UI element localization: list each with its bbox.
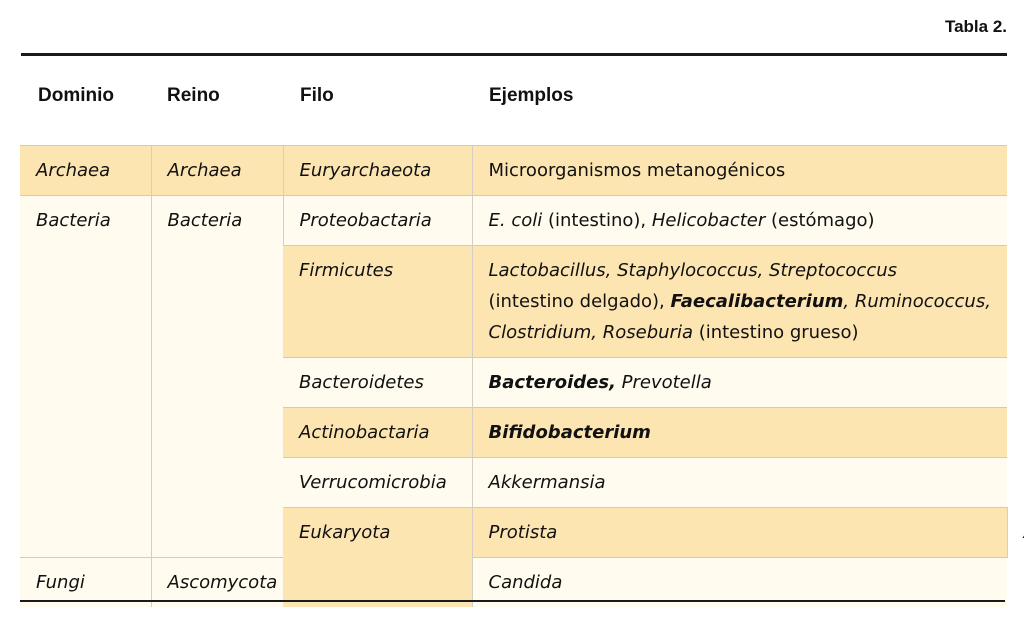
cell-reino: Fungi (20, 558, 151, 608)
cell-dominio: Bacteria (20, 196, 151, 558)
cell-dominio: Eukaryota (283, 508, 472, 608)
header-filo: Filo (300, 85, 334, 106)
cell-filo: Euryarchaeota (283, 146, 472, 196)
top-rule (21, 53, 1007, 56)
header-reino: Reino (167, 85, 220, 106)
cell-ejemplos (472, 196, 1007, 246)
cell-filo: Firmicutes (283, 246, 472, 358)
cell-ejemplos (472, 358, 1007, 408)
example-genus: , Ruminococcus, (843, 291, 991, 312)
cell-filo: Bacteroidetes (283, 358, 472, 408)
bottom-rule (20, 600, 1005, 602)
table-row (20, 146, 1007, 196)
example-genus-highlight: Bacteroides, (488, 372, 616, 393)
cell-filo: Ascomycota (151, 558, 283, 608)
cell-reino: Bacteria (151, 196, 283, 558)
example-genus: Prevotella (615, 372, 712, 393)
example-genus: Akkermansia (488, 472, 606, 493)
cell-filo: Actinobactaria (283, 408, 472, 458)
example-genus: Clostridium, Roseburia (488, 322, 693, 343)
example-genus: Candida (488, 572, 563, 593)
example-text: (intestino), (542, 210, 652, 231)
example-text: (estómago) (765, 210, 875, 231)
cell-filo: Proteobactaria (283, 196, 472, 246)
taxonomy-table (20, 145, 1007, 607)
table-header (21, 85, 1007, 115)
cell-ejemplos (472, 246, 1007, 358)
example-genus: E. coli (488, 210, 543, 231)
header-dominio: Dominio (38, 85, 114, 106)
example-text: Microorganismos metanogénicos (488, 160, 786, 181)
cell-ejemplos (472, 146, 1007, 196)
example-genus-highlight: Bifidobacterium (488, 422, 651, 443)
example-genus: Helicobacter (651, 210, 766, 231)
table-row (20, 196, 1007, 246)
cell-reino: Protista (472, 508, 1007, 558)
cell-reino: Archaea (151, 146, 283, 196)
cell-ejemplos (472, 408, 1007, 458)
example-text: (intestino grueso) (692, 322, 859, 343)
header-ejemplos: Ejemplos (489, 85, 574, 106)
example-text: (intestino delgado), (488, 291, 671, 312)
cell-dominio: Archaea (20, 146, 151, 196)
cell-ejemplos (472, 458, 1007, 508)
table-caption: Tabla 2. (944, 17, 1007, 36)
example-genus-highlight: Faecalibacterium (670, 291, 844, 312)
example-genus: Lactobacillus, Staphylococcus, Streptococcus (488, 260, 897, 281)
cell-filo: Verrucomicrobia (283, 458, 472, 508)
